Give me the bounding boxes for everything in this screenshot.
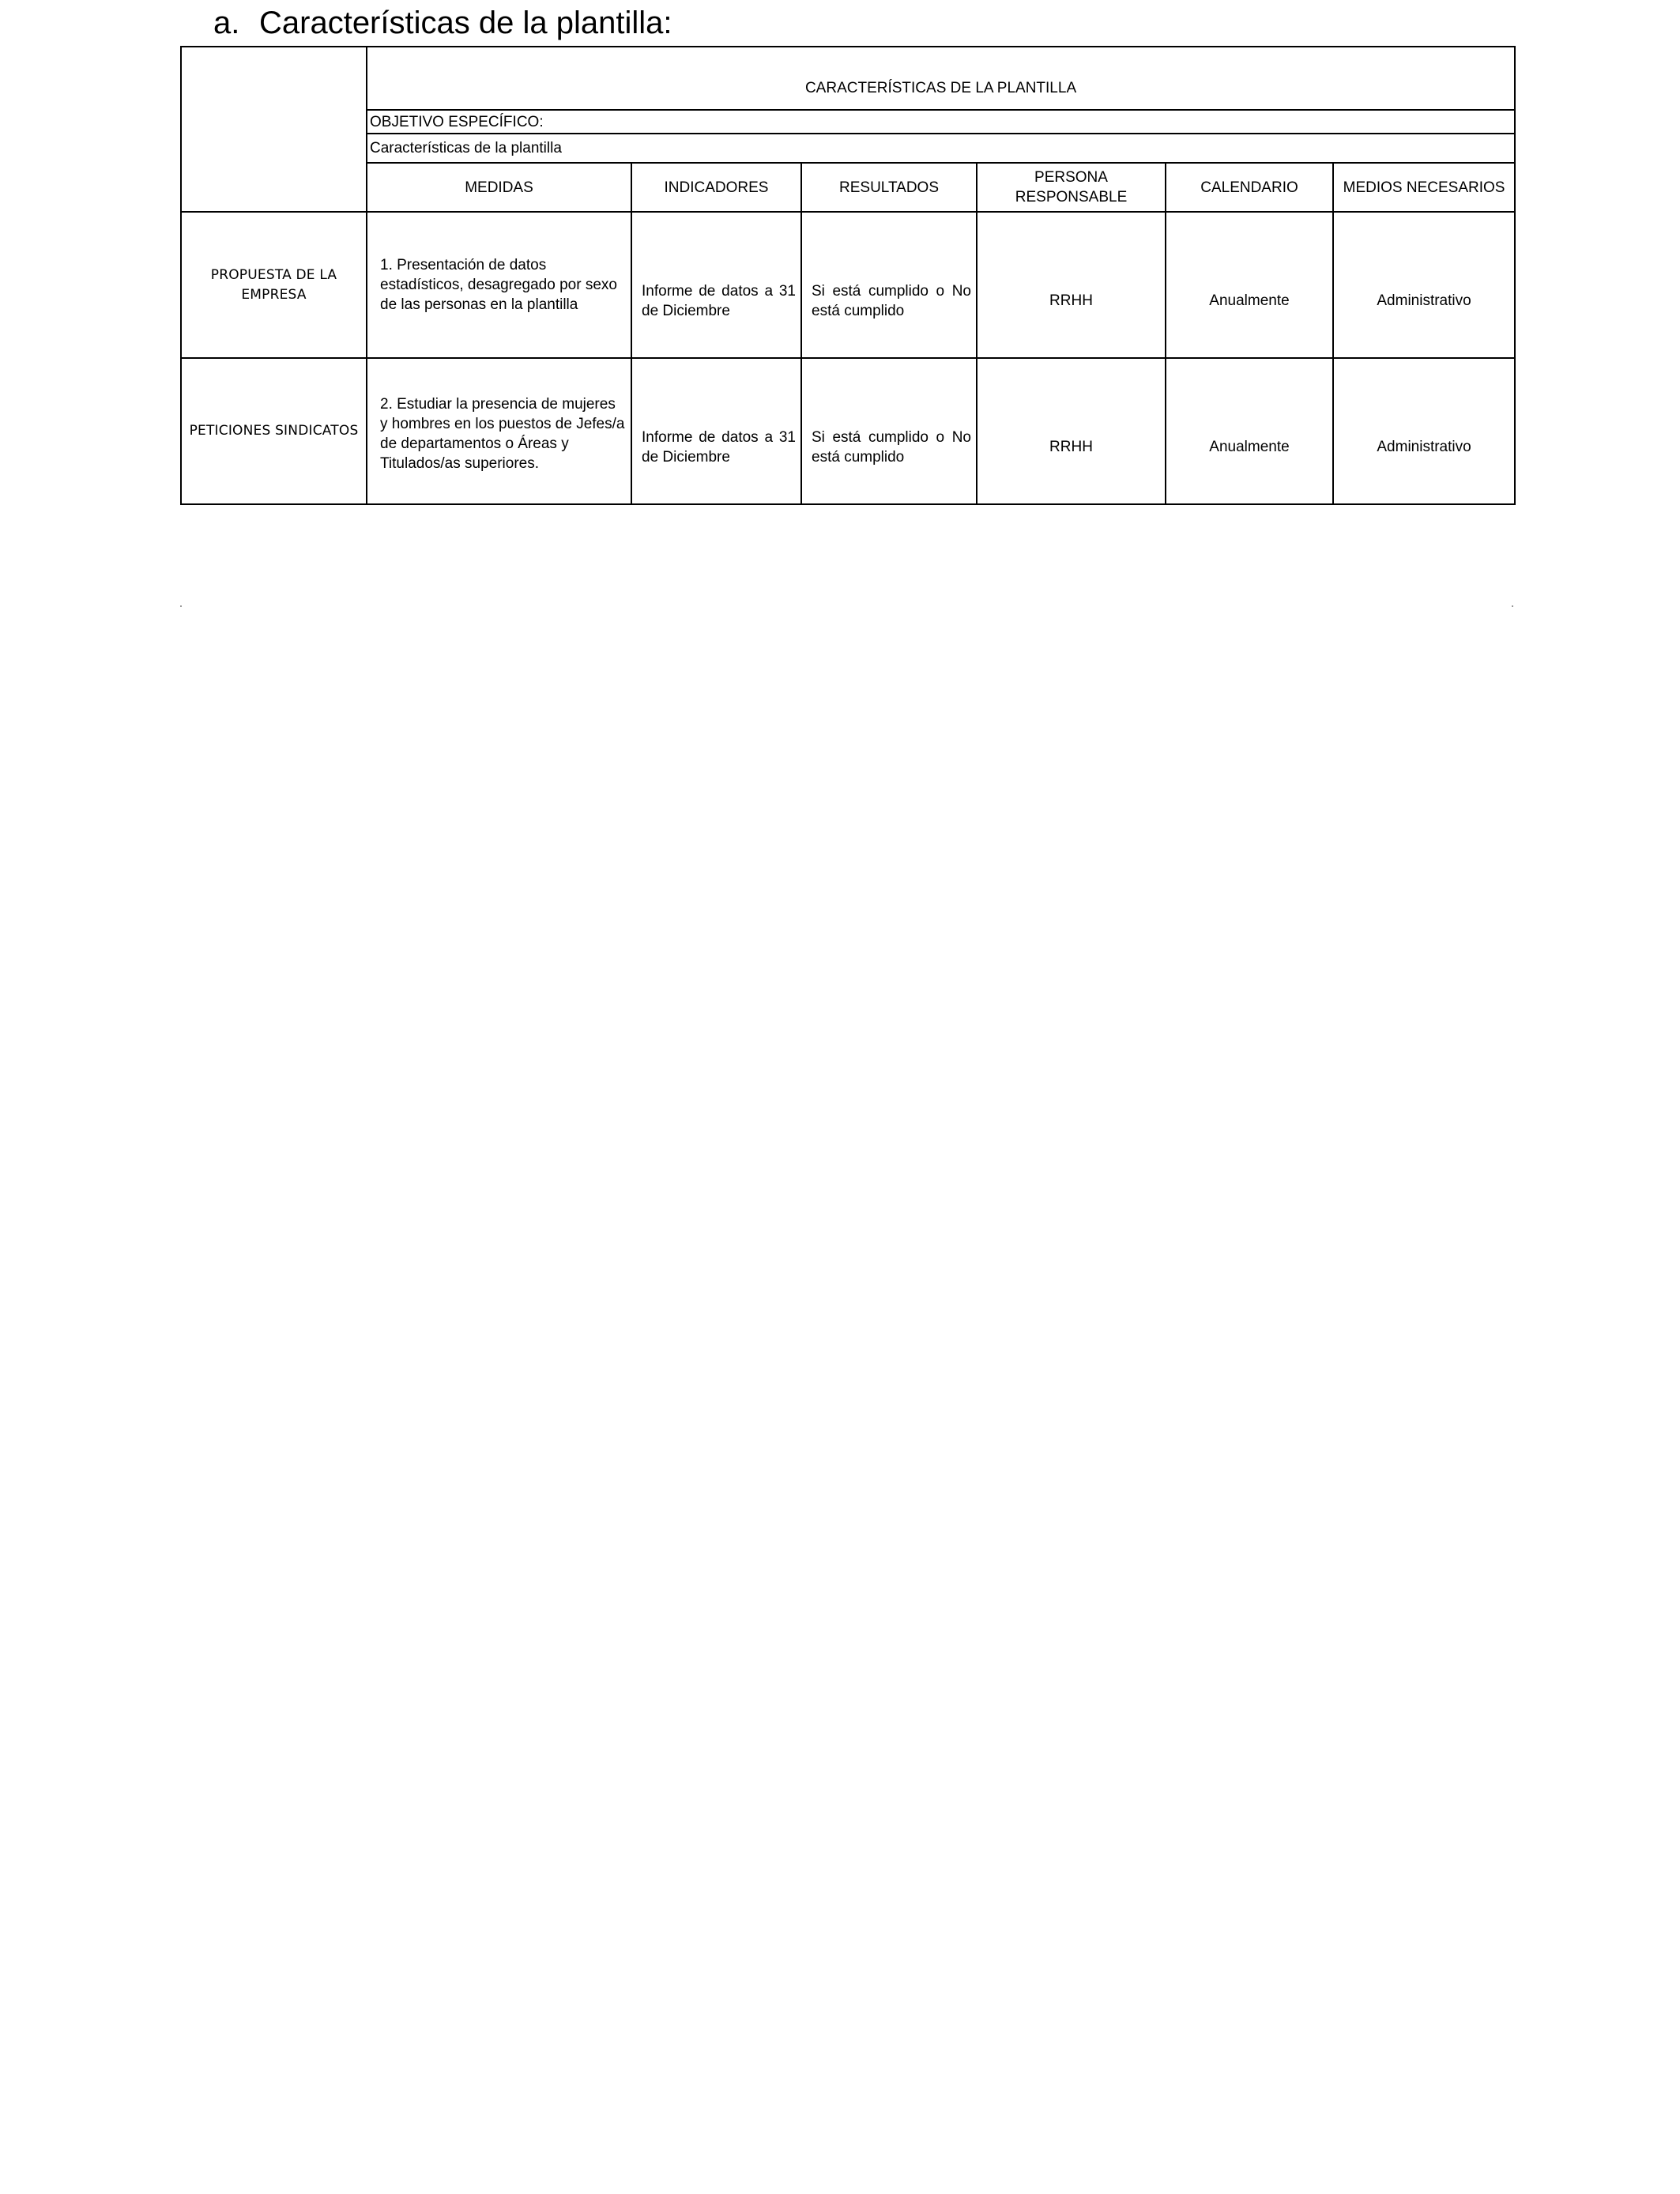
table-row [181, 212, 1515, 358]
column-header-resultados: RESULTADOS [801, 163, 977, 212]
column-header-indicadores: INDICADORES [631, 163, 801, 212]
objective-value: Características de la plantilla [367, 134, 1515, 163]
plan-table [180, 46, 1516, 505]
calendar-cell: Anualmente [1166, 212, 1333, 358]
indicator-cell: Informe de datos a 31 de Diciembre [631, 212, 801, 358]
result-cell: Si está cumplido o No está cumplido [801, 212, 977, 358]
indicator-cell: Informe de datos a 31 de Diciembre [631, 358, 801, 504]
responsible-cell: RRHH [977, 358, 1166, 504]
column-header-persona-responsable: PERSONA RESPONSABLE [977, 163, 1166, 212]
result-cell: Si está cumplido o No está cumplido [801, 358, 977, 504]
table-row [181, 358, 1515, 504]
responsible-cell: RRHH [977, 212, 1166, 358]
column-header-medidas: MEDIDAS [367, 163, 631, 212]
calendar-cell: Anualmente [1166, 358, 1333, 504]
column-header-medios-necesarios: MEDIOS NECESARIOS [1333, 163, 1515, 212]
means-cell: Administrativo [1333, 212, 1515, 358]
means-cell: Administrativo [1333, 358, 1515, 504]
margin-mark-right [1512, 605, 1513, 607]
table-title: CARACTERÍSTICAS DE LA PLANTILLA [367, 47, 1515, 110]
section-letter: a. [213, 6, 240, 40]
column-header-calendario: CALENDARIO [1166, 163, 1333, 212]
measure-cell: 2. Estudiar la presencia de mujeres y hombres en los puestos de Jefes/a de departamentos o Áreas y Titulados/as superiores. [367, 358, 631, 504]
row-label: PETICIONES SINDICATOS [181, 358, 367, 504]
section-heading [213, 2, 672, 44]
objective-label: OBJETIVO ESPECÍFICO: [367, 110, 1515, 134]
empty-stub-cell [181, 47, 367, 212]
margin-mark-left [180, 605, 182, 607]
measure-cell: 1. Presentación de datos estadísticos, desagregado por sexo de las personas en la plantilla [367, 212, 631, 358]
row-label: PROPUESTA DE LA EMPRESA [181, 212, 367, 358]
section-title: Características de la plantilla: [259, 6, 672, 40]
